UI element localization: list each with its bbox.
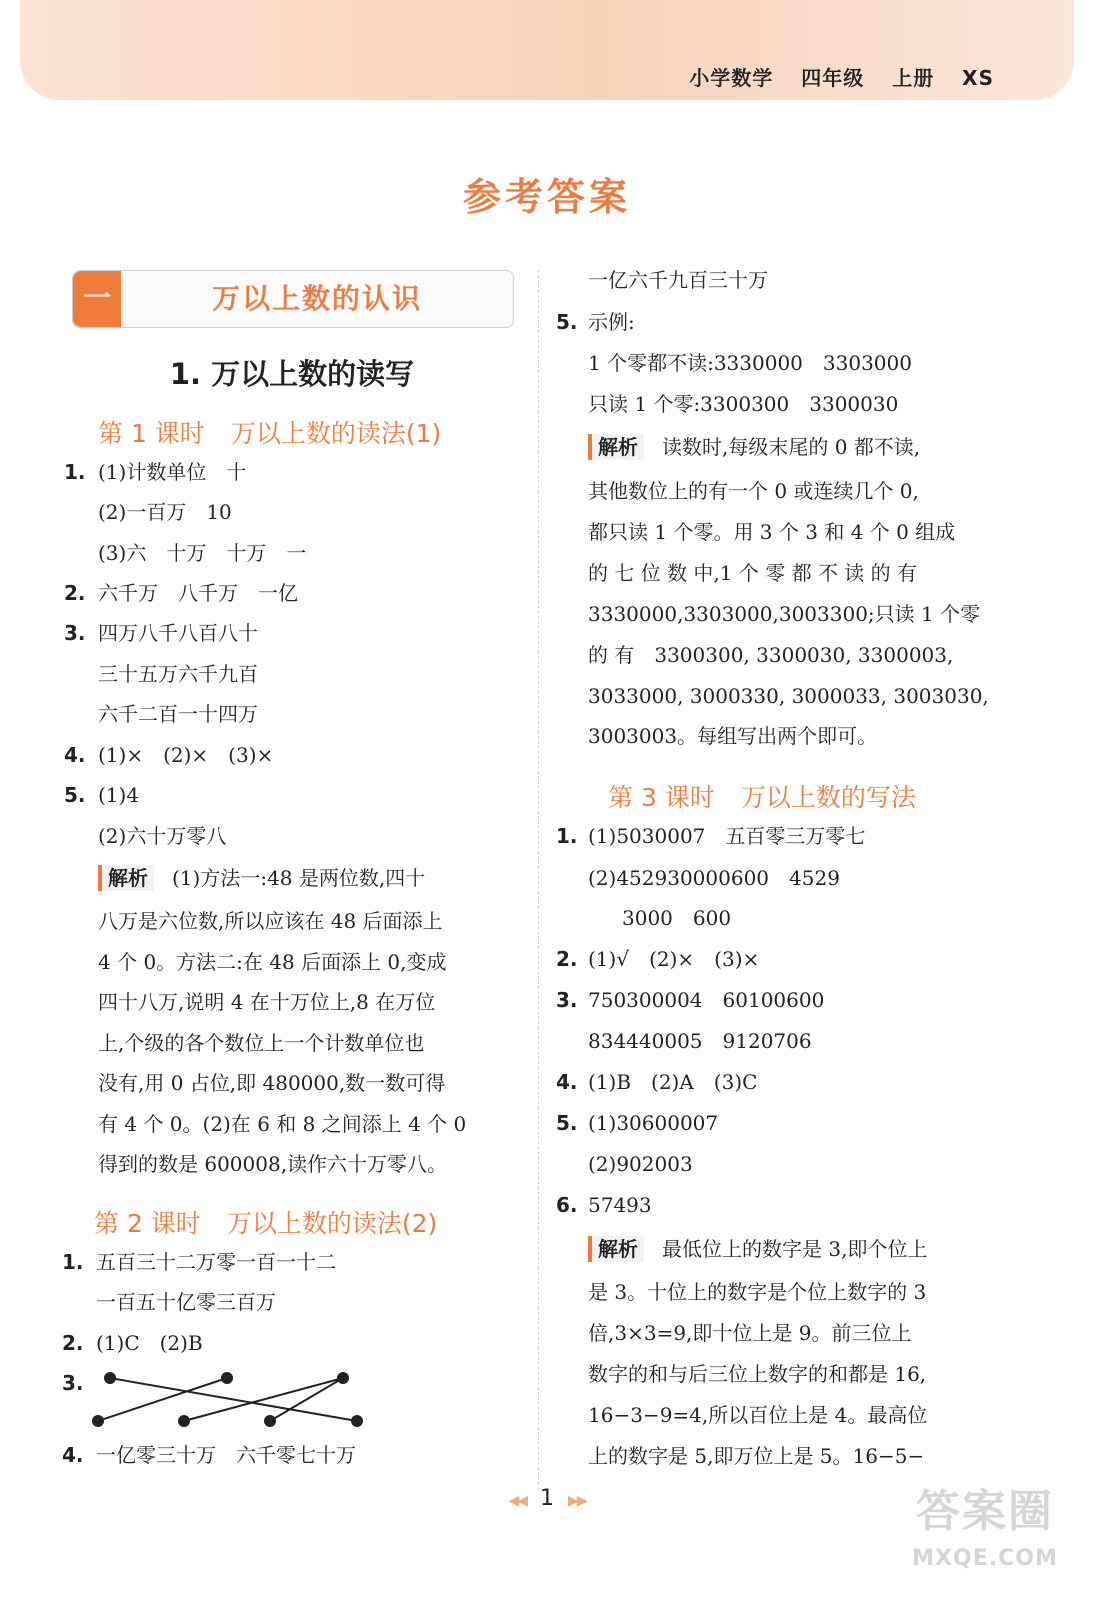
watermark-logo xyxy=(900,1480,1070,1590)
analysis-text: (1)方法一:48 是两位数,四十 xyxy=(172,866,426,890)
answer-line: (2)六十万零八 xyxy=(98,824,227,848)
question-number: 3. xyxy=(62,1371,84,1395)
unit-title: 万以上数的认识 xyxy=(211,282,422,315)
answer-line: 一亿六千九百三十万 xyxy=(588,268,768,292)
question-number: 4. xyxy=(556,1070,578,1094)
analysis-line: 四十八万,说明 4 在十万位上,8 在万位 xyxy=(98,990,436,1014)
matching-dot xyxy=(178,1415,190,1427)
answer-line: 六千万 八千万 一亿 xyxy=(98,581,298,605)
question-number: 2. xyxy=(64,581,86,605)
answer-line: (2)902003 xyxy=(588,1152,693,1176)
book-info xyxy=(669,62,994,91)
subject-label: 小学数学 xyxy=(689,66,774,90)
matching-dot xyxy=(264,1415,276,1427)
question-number: 1. xyxy=(64,460,86,484)
question-number: 4. xyxy=(64,743,86,767)
answer-line: 只读 1 个零:3300300 3300030 xyxy=(588,392,899,416)
analysis-line: 4 个 0。方法二:在 48 后面添上 0,变成 xyxy=(98,950,447,974)
matching-line xyxy=(270,1378,343,1421)
prev-arrows-icon: ◀◀ xyxy=(508,1493,526,1509)
analysis-label: 解析 xyxy=(588,434,644,460)
analysis-line: 是 3。十位上的数字是个位上数字的 3 xyxy=(588,1280,927,1304)
question-number: 4. xyxy=(62,1443,84,1467)
lesson-3-name: 第 3 课时 xyxy=(608,783,715,812)
analysis-line: 没有,用 0 占位,即 480000,数一数可得 xyxy=(98,1071,446,1095)
answer-line: (2)452930000600 4529 xyxy=(588,866,840,890)
analysis-line: 其他数位上的有一个 0 或连续几个 0, xyxy=(588,479,919,503)
next-arrows-icon: ▶▶ xyxy=(568,1493,586,1509)
analysis-line: 16−3−9=4,所以百位上是 4。最高位 xyxy=(588,1403,928,1427)
volume-label: 上册 xyxy=(892,66,935,90)
question-number: 1. xyxy=(556,824,578,848)
question-number: 2. xyxy=(62,1331,84,1355)
page-title: 参考答案 xyxy=(462,175,631,219)
answer-line: (1)√ (2)× (3)× xyxy=(588,947,760,971)
answer-line: 五百三十二万零一百一十二 xyxy=(96,1250,336,1274)
section-title: 1. 万以上数的读写 xyxy=(169,357,415,391)
matching-diagram xyxy=(85,1368,375,1438)
grade-label: 四年级 xyxy=(801,66,865,90)
question-number: 6. xyxy=(556,1193,578,1217)
analysis-line: 3033000, 3000330, 3000033, 3003030, xyxy=(588,684,989,708)
watermark-text: 答案圈 xyxy=(916,1486,1054,1537)
edition-label: XS xyxy=(962,66,994,90)
answer-line: 3000 600 xyxy=(622,906,732,930)
lesson-1-topic: 万以上数的读法(1) xyxy=(230,419,442,448)
analysis-line: 得到的数是 600008,读作六十万零八。 xyxy=(98,1152,448,1176)
analysis-line xyxy=(588,433,920,461)
answer-line: (1)× (2)× (3)× xyxy=(98,743,274,767)
answer-line: (1)5030007 五百零三万零七 xyxy=(588,824,866,848)
question-number: 3. xyxy=(556,988,578,1012)
analysis-line: 八万是六位数,所以应该在 48 后面添上 xyxy=(98,909,443,933)
question-number: 3. xyxy=(64,621,86,645)
answer-line: 1 个零都不读:3330000 3303000 xyxy=(588,351,912,375)
unit-number: 一 xyxy=(73,271,121,327)
answer-line: 六千二百一十四万 xyxy=(98,702,258,726)
analysis-line: 上的数字是 5,即万位上是 5。16−5− xyxy=(588,1444,925,1468)
answer-line: (3)六 十万 十万 一 xyxy=(98,541,307,565)
answer-line: 750300004 60100600 xyxy=(588,988,825,1012)
lesson-2-heading xyxy=(94,1204,437,1240)
analysis-line: 数字的和与后三位上数字的和都是 16, xyxy=(588,1362,927,1386)
page-number-value: 1 xyxy=(540,1486,554,1511)
lesson-3-heading xyxy=(608,778,916,814)
question-number: 2. xyxy=(556,947,578,971)
analysis-line: 上,个级的各个数位上一个计数单位也 xyxy=(98,1031,425,1055)
answer-line: 57493 xyxy=(588,1193,652,1217)
answer-line: 四万八千八百八十 xyxy=(98,621,258,645)
watermark-url: MXQE.COM xyxy=(912,1546,1058,1571)
question-number: 5. xyxy=(556,310,578,334)
matching-dot xyxy=(351,1415,363,1427)
answer-line: 示例: xyxy=(588,310,635,334)
answer-line: (1)计数单位 十 xyxy=(98,460,247,484)
matching-dot xyxy=(104,1372,116,1384)
analysis-label: 解析 xyxy=(98,865,154,891)
analysis-line: 的 有 3300300, 3300030, 3300003, xyxy=(588,643,954,667)
answer-line: (1)B (2)A (3)C xyxy=(588,1070,758,1094)
analysis-line: 3003003。每组写出两个即可。 xyxy=(588,724,878,748)
matching-dot xyxy=(92,1415,104,1427)
analysis-line: 有 4 个 0。(2)在 6 和 8 之间添上 4 个 0 xyxy=(98,1112,467,1136)
answer-line: (1)4 xyxy=(98,783,140,807)
analysis-text: 读数时,每级末尾的 0 都不读, xyxy=(662,435,921,459)
question-number: 1. xyxy=(62,1250,84,1274)
matching-dot xyxy=(221,1372,233,1384)
analysis-line: 都只读 1 个零。用 3 个 3 和 4 个 0 组成 xyxy=(588,520,956,544)
analysis-line: 3330000,3303000,3003300;只读 1 个零 xyxy=(588,602,981,626)
answer-line: (2)一百万 10 xyxy=(98,500,232,524)
answer-line: (1)C (2)B xyxy=(96,1331,203,1355)
lesson-3-topic: 万以上数的写法 xyxy=(740,783,916,812)
answer-line: 一亿零三十万 六千零七十万 xyxy=(96,1443,356,1467)
analysis-text: 最低位上的数字是 3,即个位上 xyxy=(662,1237,928,1261)
analysis-line: 的 七 位 数 中,1 个 零 都 不 读 的 有 xyxy=(588,561,918,585)
column-divider xyxy=(538,270,539,1490)
analysis-line xyxy=(98,864,425,892)
matching-dot xyxy=(337,1372,349,1384)
answer-line: 三十五万六千九百 xyxy=(98,662,258,686)
question-number: 5. xyxy=(556,1111,578,1135)
lesson-1-heading xyxy=(98,414,441,450)
analysis-label: 解析 xyxy=(588,1236,644,1262)
analysis-line xyxy=(588,1235,927,1263)
lesson-2-topic: 万以上数的读法(2) xyxy=(226,1209,438,1238)
answer-line: 834440005 9120706 xyxy=(588,1029,812,1053)
answer-line: 一百五十亿零三百万 xyxy=(96,1290,276,1314)
answer-line: (1)30600007 xyxy=(588,1111,719,1135)
question-number: 5. xyxy=(64,783,86,807)
analysis-line: 倍,3×3=9,即十位上是 9。前三位上 xyxy=(588,1321,912,1345)
unit-header xyxy=(72,270,514,328)
lesson-1-name: 第 1 课时 xyxy=(98,419,205,448)
lesson-2-name: 第 2 课时 xyxy=(94,1209,201,1238)
